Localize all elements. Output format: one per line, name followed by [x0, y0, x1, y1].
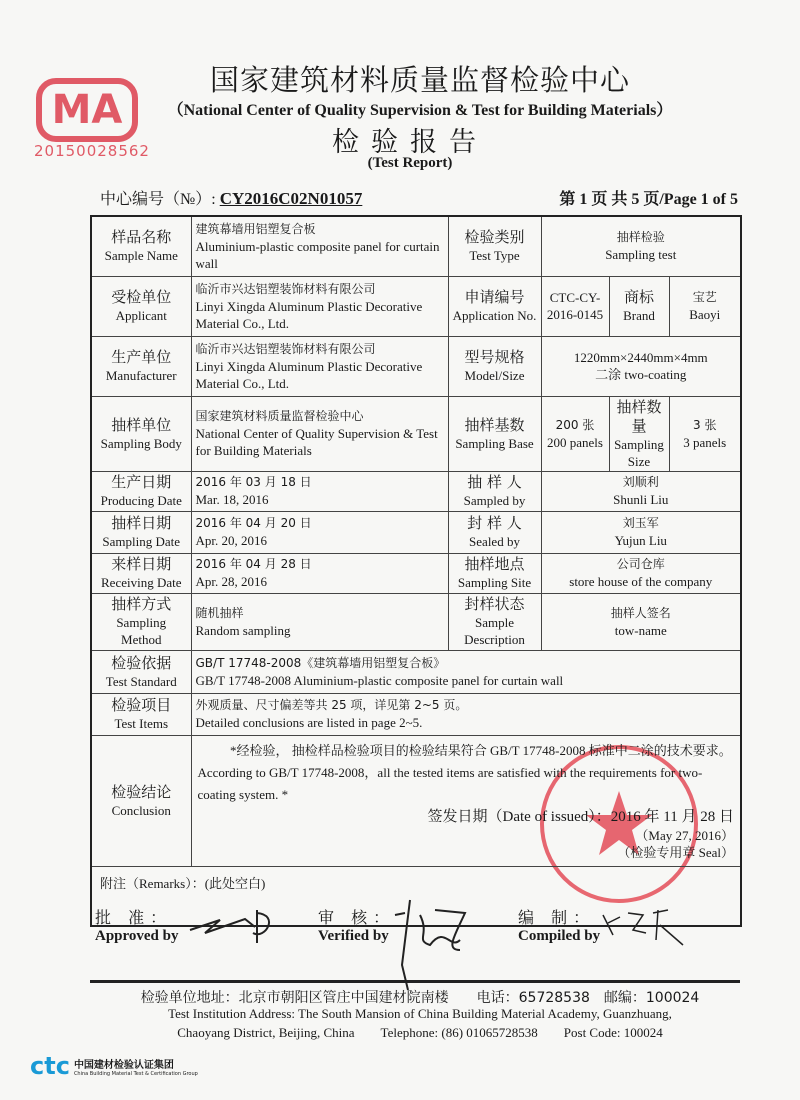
logo-text-cn: 中国建材检验认证集团	[73, 1059, 174, 1071]
row-sample-name	[91, 216, 741, 276]
value: 刘顺利	[622, 475, 659, 489]
value: GB/T 17748-2008《建筑幕墙用铝塑复合板》	[195, 655, 446, 670]
page-indicator: 第 1 页 共 5 页/Page 1 of 5	[559, 191, 738, 208]
signature-label: 编 制：	[518, 908, 596, 927]
cma-stamp: MA	[36, 78, 138, 142]
label: 检验依据	[111, 653, 172, 672]
value: tow-name	[614, 622, 667, 638]
label: 受检单位	[111, 288, 172, 306]
ctc-logo	[30, 1052, 198, 1080]
value: 3 panels	[683, 434, 727, 450]
label: Manufacturer	[105, 368, 177, 383]
label: 抽样基数	[464, 415, 525, 434]
label: 抽样地点	[464, 555, 525, 573]
value: Linyi Xingda Aluminum Plastic Decorative Material Co., Ltd.	[195, 298, 423, 331]
label: 抽样日期	[111, 514, 172, 532]
value: Yujun Liu	[614, 533, 667, 548]
value: National Center of Quality Supervision & Test for Building Materials	[195, 426, 438, 458]
label: 检验结论	[111, 782, 172, 801]
value: 200 张	[555, 417, 595, 432]
value: 二涂 two-coating	[595, 367, 687, 382]
label: Test Items	[114, 716, 169, 731]
issue-date-en: （May 27, 2016）	[635, 827, 735, 843]
compiler-signature	[598, 905, 688, 950]
application-no-value: CTC-CY-2016-0145	[541, 276, 609, 336]
label: Test Standard	[105, 673, 177, 689]
label: 型号规格	[464, 348, 525, 366]
row-receiving-date	[91, 553, 741, 593]
value: 临沂市兴达铝塑装饰材料有限公司	[195, 341, 376, 356]
value: store house of the company	[569, 574, 713, 589]
value: 2016 年 04 月 20 日	[195, 516, 312, 530]
label: Sampling Size	[614, 436, 664, 469]
label: 抽 样 人	[467, 473, 522, 491]
row-sampling-body	[91, 396, 741, 471]
row-sampling-date	[91, 511, 741, 553]
value: 抽样人签名	[610, 605, 671, 620]
signature-label-en: Compiled by	[518, 928, 601, 944]
value: Linyi Xingda Aluminum Plastic Decorative Material Co., Ltd.	[195, 358, 423, 391]
label: 来样日期	[111, 555, 172, 573]
row-test-items	[91, 693, 741, 735]
label: Brand	[623, 308, 655, 323]
label: Application No.	[452, 308, 537, 323]
label: Producing Date	[100, 493, 182, 508]
value: 外观质量、尺寸偏差等共 25 项，详见第 2~5 页。	[195, 698, 468, 712]
value: 2016 年 03 月 18 日	[195, 475, 312, 489]
approved-by	[95, 905, 179, 945]
value: Aluminium-plastic composite panel for curtain wall	[195, 238, 440, 271]
footer-divider	[90, 980, 740, 983]
value: 临沂市兴达铝塑装饰材料有限公司	[195, 281, 376, 296]
address-en: Test Institution Address: The South Mansion of China Building Material Academy, Guanzhuang,	[168, 1006, 672, 1021]
value: Mar. 18, 2016	[195, 492, 269, 507]
label: Sampling Base	[455, 435, 534, 451]
row-sampling-method	[91, 593, 741, 650]
row-manufacturer	[91, 336, 741, 396]
value: 刘玉军	[622, 516, 659, 530]
report-title-en: (Test Report)	[367, 155, 453, 171]
value: Sampling test	[605, 247, 677, 263]
label: 样品名称	[111, 228, 172, 247]
value: 宝艺	[692, 290, 717, 304]
label: 检验项目	[111, 696, 172, 714]
row-producing-date	[91, 471, 741, 511]
label: Sampling Method	[116, 615, 167, 647]
value: 1220mm×2440mm×4mm	[573, 350, 708, 365]
signature-label: 审 核：	[318, 908, 396, 927]
cma-number: 20150028562	[34, 142, 150, 160]
signature-label-en: Verified by	[318, 928, 389, 944]
label: 封样状态	[464, 595, 525, 613]
value: Apr. 20, 2016	[195, 533, 267, 548]
value: Shunli Liu	[613, 492, 669, 507]
label: Sampling Body	[100, 435, 182, 451]
label: Model/Size	[464, 368, 525, 383]
address-cn: 检验单位地址：北京市朝阳区管庄中国建材院南楼 电话：65728538 邮编：100024	[140, 990, 700, 1006]
label: Sampling Site	[457, 575, 532, 590]
value: 建筑幕墙用铝塑复合板	[195, 221, 316, 236]
value: 3 张	[693, 417, 717, 432]
value: 200 panels	[547, 434, 603, 450]
report-title-cn: 检验报告	[332, 127, 488, 158]
remarks: 附注（Remarks）：(此处空白)	[91, 866, 741, 926]
label: Sampling Date	[102, 534, 181, 549]
compiled-by	[518, 905, 600, 945]
row-test-standard	[91, 650, 741, 693]
label: Test Type	[469, 248, 520, 264]
approver-signature	[185, 905, 285, 945]
signature-label-en: Approved by	[95, 928, 179, 944]
verified-by	[318, 905, 395, 945]
value: Random sampling	[195, 622, 291, 638]
label: Sample Description	[464, 615, 525, 647]
seal-caption: （检验专用章 Seal）	[617, 844, 735, 860]
report-number-label: 中心编号（№）:	[100, 191, 216, 208]
row-conclusion	[91, 735, 741, 866]
value: Apr. 28, 2016	[195, 574, 267, 589]
address-en-2: Chaoyang District, Beijing, China Telephone: (86) 01065728538 Post Code: 100024	[177, 1025, 663, 1040]
label: Applicant	[115, 308, 167, 323]
conclusion-text: *经检验， 抽检样品检验项目的检验结果符合 GB/T 17748-2008 标准中二涂的技术要求。 According to GB/T 17748-2008，all the tested items are satisfied with the requirements for two- coating system. *	[197, 742, 732, 802]
label: Sampled by	[463, 493, 526, 508]
issue-date: 签发日期（Date of issued）：2016 年 11 月 28 日	[427, 808, 735, 825]
value: 国家建筑材料质量监督检验中心	[195, 409, 364, 423]
label: 申请编号	[464, 288, 525, 306]
label: 生产单位	[111, 348, 172, 366]
value: Detailed conclusions are listed in page 2~5.	[195, 715, 423, 730]
label: 抽样方式	[111, 595, 172, 613]
institution-title-en: （National Center of Quality Supervision & Test for Building Materials）	[167, 102, 673, 119]
report-table	[90, 215, 742, 927]
report-number-value: CY2016C02N01057	[219, 189, 363, 208]
value: 2016 年 04 月 28 日	[195, 557, 312, 571]
label: 抽样单位	[111, 415, 172, 434]
row-applicant	[91, 276, 741, 336]
label: 抽样数量	[616, 397, 662, 435]
label: 封 样 人	[467, 514, 522, 532]
label: Sample Name	[104, 248, 178, 264]
value: 公司仓库	[616, 557, 665, 571]
logo-text-en: China Building Material Test & Certification Group	[73, 1070, 198, 1077]
institution-title-cn: 国家建筑材料质量监督检验中心	[209, 63, 630, 97]
label: Sealed by	[469, 534, 520, 549]
value: GB/T 17748-2008 Aluminium-plastic composite panel for curtain wall	[195, 672, 564, 688]
value: 随机抽样	[195, 605, 244, 620]
report-number	[100, 186, 362, 209]
logo-mark: ctc	[30, 1052, 70, 1080]
value: Baoyi	[689, 307, 721, 322]
value: 抽样检验	[616, 230, 665, 245]
signature-label: 批 准：	[95, 908, 173, 927]
label: 商标	[623, 288, 654, 306]
label: Conclusion	[111, 802, 171, 818]
label: Receiving Date	[101, 575, 182, 590]
label: 检验类别	[464, 228, 525, 247]
label: 生产日期	[111, 473, 172, 491]
